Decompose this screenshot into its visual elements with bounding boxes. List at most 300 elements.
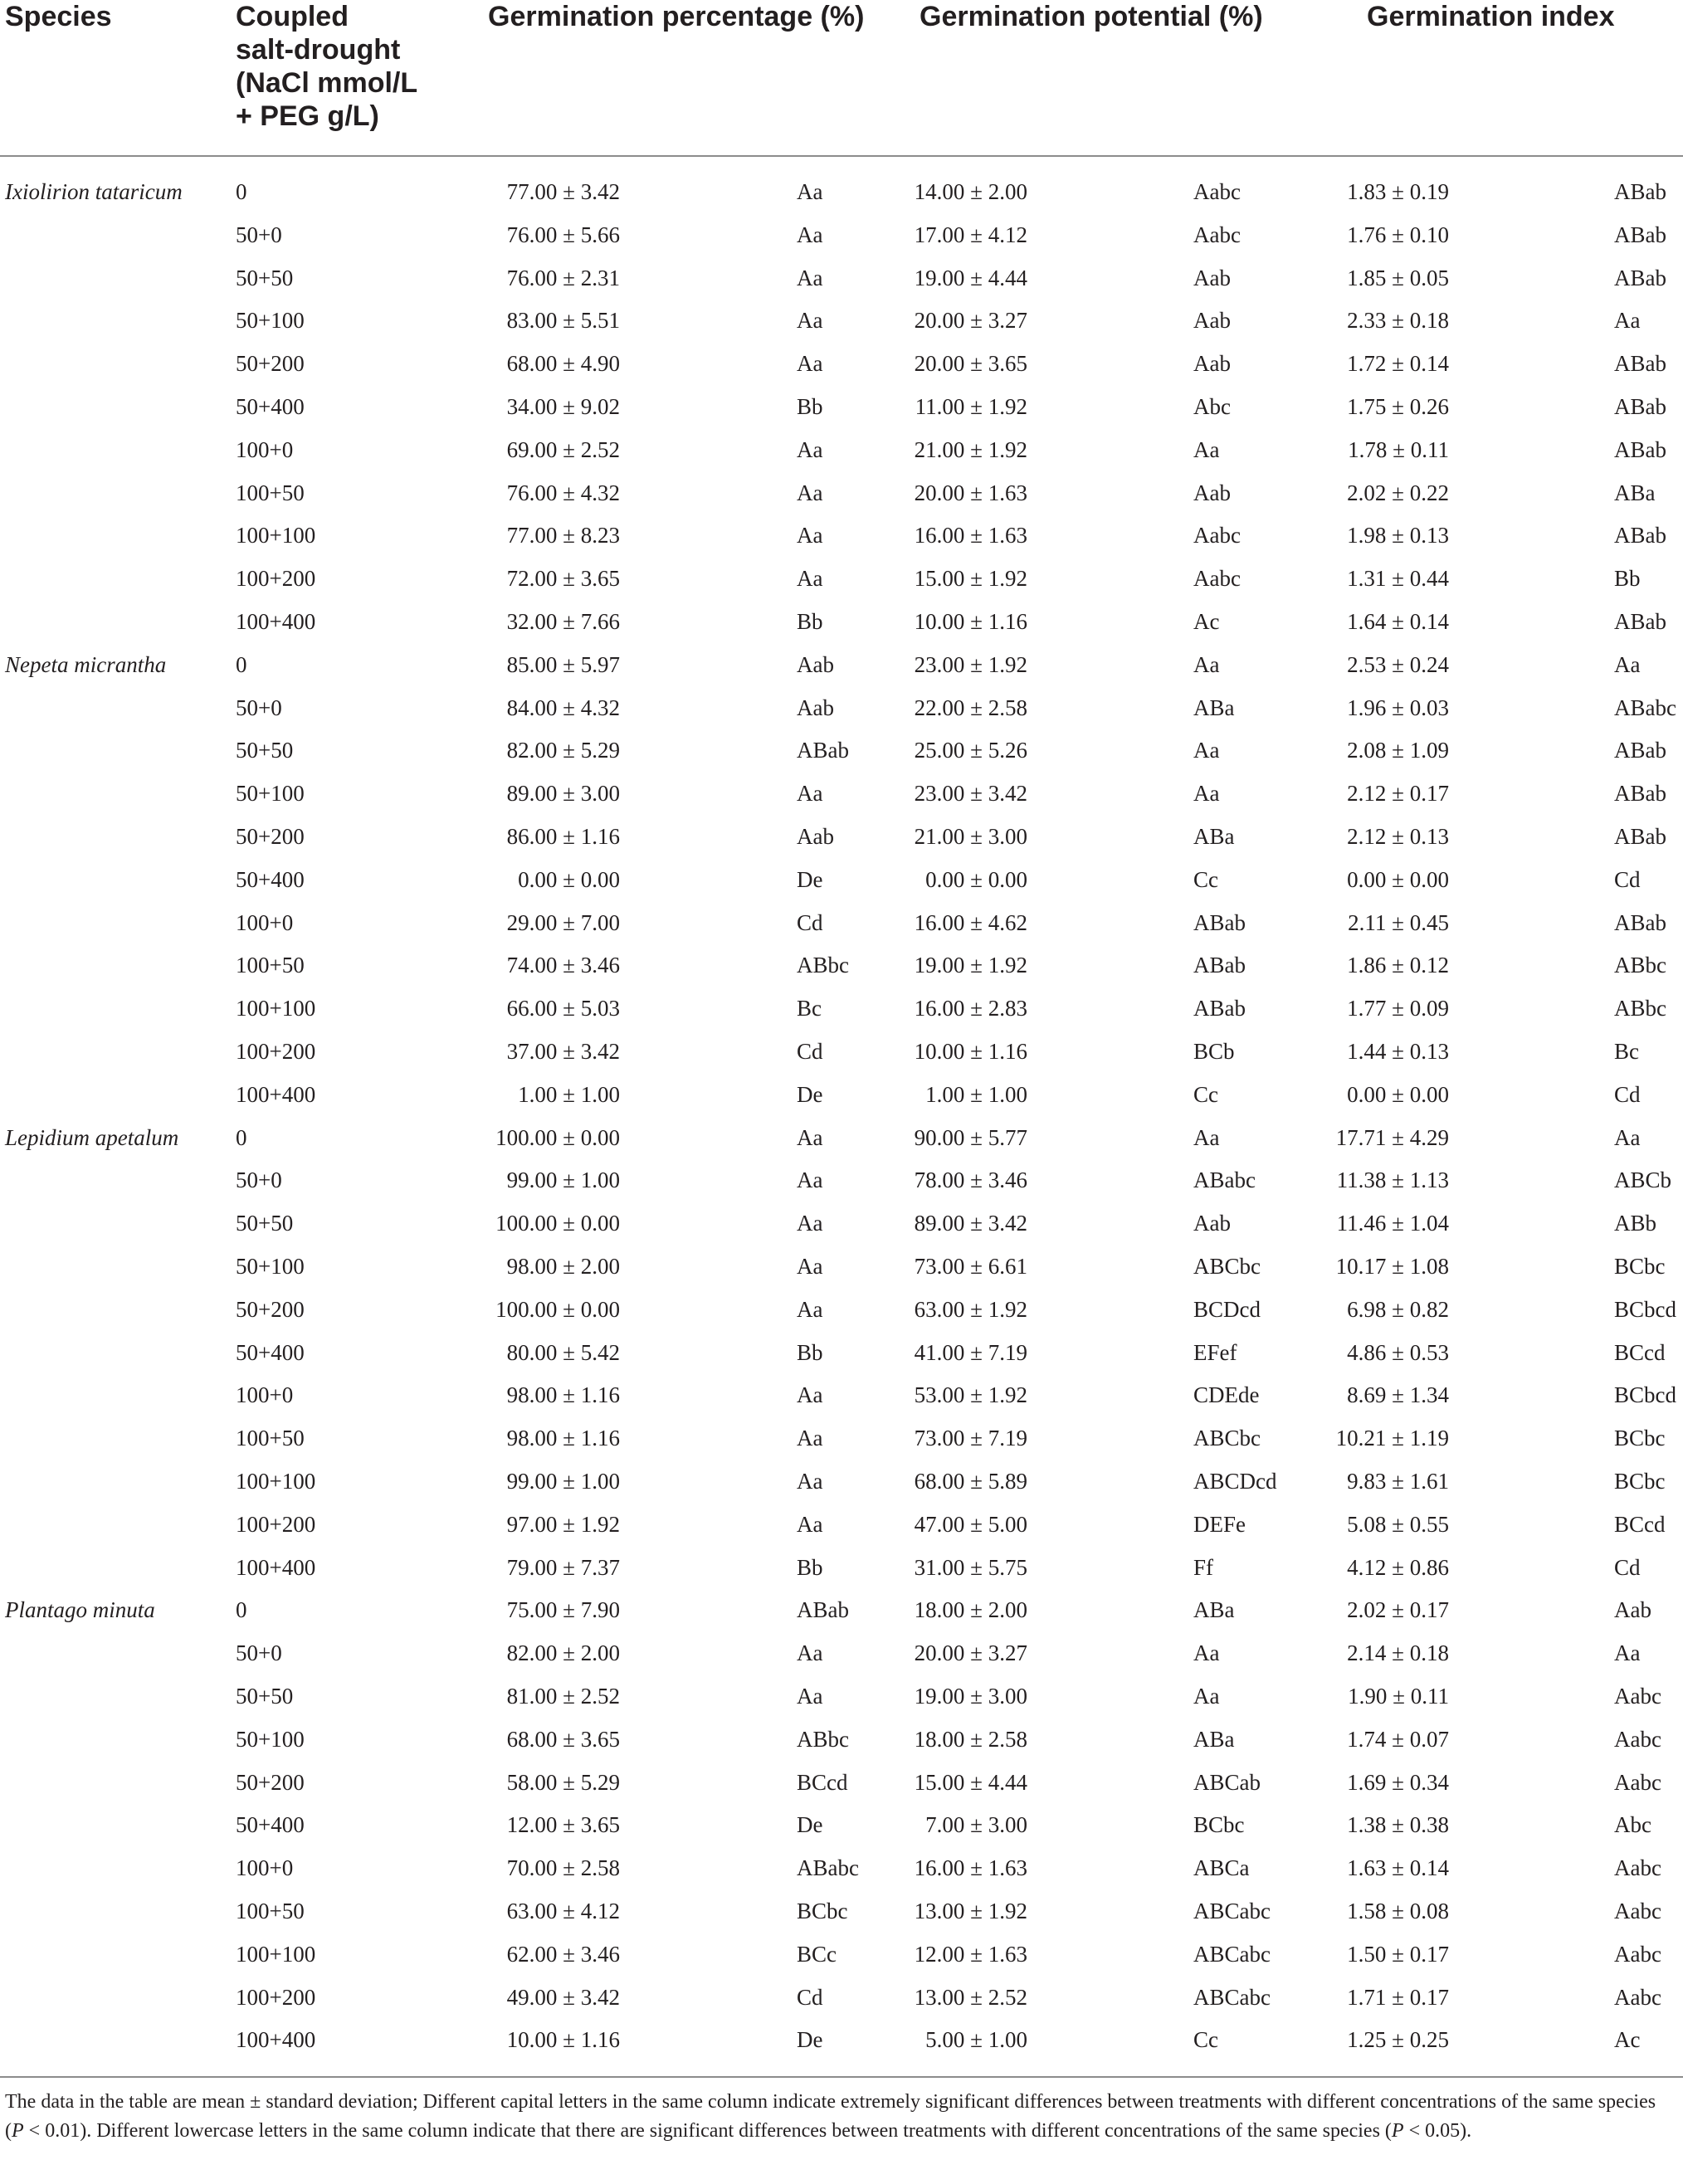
germination-percentage-cell: 77.00 ± 8.23: [506, 523, 620, 548]
footnote-p-symbol-2: P: [1391, 2120, 1404, 2142]
table-row: [0, 1288, 1683, 1331]
germination-percentage-cell: 32.00 ± 7.66: [506, 609, 620, 634]
germination-percentage-cell: 98.00 ± 1.16: [506, 1426, 620, 1451]
germination-potential-letters: Aa: [1193, 436, 1220, 462]
germination-potential-letters: Aab: [1193, 351, 1231, 377]
germination-index-cell: 1.50 ± 0.17: [1347, 1941, 1449, 1967]
germination-percentage-cell: 58.00 ± 5.29: [506, 1769, 620, 1795]
header-treatment: Coupled salt-drought (NaCl mmol/L + PEG g/L): [236, 1, 418, 132]
germination-percentage-letters: Aa: [797, 1382, 823, 1408]
germination-percentage-letters: De: [797, 1812, 823, 1838]
germination-potential-cell: 16.00 ± 1.63: [914, 523, 1027, 548]
species-cell: Lepidium apetalum: [5, 1124, 179, 1150]
germination-potential-cell: 19.00 ± 1.92: [914, 953, 1027, 978]
treatment-cell: 100+400: [236, 1554, 316, 1580]
germination-potential-cell: 25.00 ± 5.26: [914, 738, 1027, 763]
table-row: [0, 213, 1683, 256]
germination-index-cell: 0.00 ± 0.00: [1347, 866, 1449, 892]
table-row: [0, 815, 1683, 858]
germination-potential-letters: Aab: [1193, 1211, 1231, 1236]
treatment-cell: 50+100: [236, 308, 305, 334]
germination-percentage-letters: ABabc: [797, 1855, 859, 1881]
germination-potential-letters: Ff: [1193, 1554, 1214, 1580]
footnote-text-3: < 0.05).: [1403, 2120, 1472, 2142]
germination-potential-letters: BCDcd: [1193, 1296, 1261, 1322]
germination-index-letters: Aa: [1614, 1640, 1641, 1666]
germination-percentage-letters: Aa: [797, 351, 823, 377]
germination-percentage-letters: Aa: [797, 1124, 823, 1150]
germination-percentage-cell: 80.00 ± 5.42: [506, 1339, 620, 1365]
germination-percentage-cell: 49.00 ± 3.42: [506, 1984, 620, 2010]
germination-percentage-letters: Bc: [797, 996, 822, 1021]
germination-percentage-letters: ABab: [797, 738, 849, 763]
treatment-cell: 100+50: [236, 1899, 305, 1923]
germination-index-letters: BCbcd: [1614, 1382, 1677, 1408]
germination-index-letters: ABa: [1614, 480, 1656, 505]
table-row: [0, 299, 1683, 342]
table-row: [0, 1158, 1683, 1202]
germination-percentage-cell: 82.00 ± 2.00: [506, 1640, 620, 1666]
germination-percentage-letters: De: [797, 866, 823, 892]
germination-percentage-letters: Cd: [797, 909, 823, 935]
germination-index-letters: Ac: [1614, 2027, 1641, 2053]
germination-potential-letters: CDEde: [1193, 1382, 1260, 1408]
germination-potential-letters: ABCDcd: [1193, 1469, 1277, 1494]
treatment-cell: 100+100: [236, 1469, 316, 1494]
treatment-cell: 0: [236, 1597, 247, 1623]
germination-percentage-letters: De: [797, 2027, 823, 2053]
germination-potential-cell: 16.00 ± 4.62: [914, 909, 1027, 935]
germination-potential-letters: BCbc: [1193, 1812, 1245, 1838]
germination-index-letters: ABabc: [1614, 695, 1676, 720]
table-row: [0, 1889, 1683, 1933]
germination-potential-letters: ABab: [1193, 996, 1246, 1021]
germination-potential-cell: 15.00 ± 1.92: [914, 566, 1027, 592]
germination-index-letters: ABab: [1614, 265, 1666, 290]
germination-index-cell: 1.86 ± 0.12: [1347, 953, 1449, 978]
germination-percentage-letters: Aa: [797, 265, 823, 290]
germination-potential-cell: 20.00 ± 3.27: [914, 308, 1027, 334]
germination-index-letters: ABab: [1614, 436, 1666, 462]
germination-potential-cell: 13.00 ± 1.92: [914, 1899, 1027, 1923]
germination-potential-letters: BCb: [1193, 1039, 1235, 1064]
header-germination-potential: Germination potential (%): [920, 1, 1263, 32]
germination-potential-cell: 14.00 ± 2.00: [914, 179, 1027, 204]
germination-percentage-cell: 84.00 ± 4.32: [506, 695, 620, 720]
table-row: [0, 1631, 1683, 1675]
germination-percentage-letters: Aa: [797, 1168, 823, 1193]
table-row: [0, 600, 1683, 643]
germination-potential-letters: ABCbc: [1193, 1254, 1261, 1279]
germination-index-letters: BCbc: [1614, 1254, 1666, 1279]
germination-index-cell: 11.38 ± 1.13: [1336, 1168, 1449, 1193]
germination-index-cell: 17.71 ± 4.29: [1335, 1124, 1449, 1150]
treatment-cell: 100+200: [236, 1984, 316, 2010]
germination-index-letters: Aabc: [1614, 1855, 1661, 1881]
table-row: [0, 729, 1683, 772]
treatment-cell: 50+0: [236, 222, 282, 247]
germination-potential-cell: 47.00 ± 5.00: [914, 1511, 1027, 1537]
germination-potential-letters: ABCa: [1193, 1855, 1250, 1881]
species-cell: Nepeta micrantha: [5, 651, 167, 677]
germination-potential-cell: 12.00 ± 1.63: [914, 1941, 1027, 1967]
germination-index-letters: Aabc: [1614, 1726, 1661, 1752]
germination-index-letters: ABab: [1614, 523, 1666, 548]
table-row: [0, 1761, 1683, 1804]
germination-potential-cell: 11.00 ± 1.92: [915, 394, 1027, 419]
germination-potential-letters: Cc: [1193, 1081, 1218, 1107]
table-row: [0, 385, 1683, 428]
germination-percentage-letters: BCc: [797, 1941, 837, 1967]
treatment-cell: 0: [236, 1124, 247, 1150]
germination-index-letters: BCbcd: [1614, 1296, 1677, 1322]
germination-potential-letters: ABab: [1193, 909, 1246, 935]
treatment-cell: 100+100: [236, 996, 316, 1021]
germination-potential-cell: 16.00 ± 2.83: [914, 996, 1027, 1021]
germination-percentage-cell: 76.00 ± 5.66: [506, 222, 620, 247]
table-row: [0, 1546, 1683, 1589]
germination-index-cell: 2.33 ± 0.18: [1347, 308, 1449, 334]
table-row: [0, 1373, 1683, 1416]
table-row: [0, 1976, 1683, 2019]
germination-potential-letters: Abc: [1193, 394, 1231, 419]
germination-index-cell: 1.44 ± 0.13: [1347, 1039, 1449, 1064]
germination-percentage-cell: 66.00 ± 5.03: [506, 996, 620, 1021]
table-row: [0, 1503, 1683, 1546]
table-header: [0, 0, 1683, 156]
germination-potential-cell: 63.00 ± 1.92: [914, 1296, 1027, 1322]
table-row: [0, 901, 1683, 944]
table-row: [0, 1588, 1683, 1631]
germination-potential-cell: 10.00 ± 1.16: [914, 609, 1027, 634]
germination-percentage-letters: Aa: [797, 1296, 823, 1322]
germination-percentage-cell: 100.00 ± 0.00: [495, 1124, 620, 1150]
germination-potential-letters: ABCbc: [1193, 1426, 1261, 1451]
germination-percentage-cell: 79.00 ± 7.37: [506, 1554, 620, 1580]
germination-potential-letters: ABa: [1193, 695, 1235, 720]
treatment-cell: 100+200: [236, 1511, 316, 1537]
treatment-cell: 0: [236, 651, 247, 677]
germination-index-letters: Aabc: [1614, 1941, 1661, 1967]
germination-index-letters: ABab: [1614, 781, 1666, 807]
germination-potential-letters: Aabc: [1193, 179, 1241, 204]
germination-index-cell: 2.14 ± 0.18: [1347, 1640, 1449, 1666]
germination-index-cell: 1.85 ± 0.05: [1347, 265, 1449, 290]
germination-potential-letters: Aab: [1193, 480, 1231, 505]
treatment-cell: 50+50: [236, 1211, 294, 1236]
germination-percentage-letters: Aab: [797, 651, 834, 677]
germination-index-letters: Bc: [1614, 1039, 1639, 1064]
germination-percentage-letters: Aa: [797, 1511, 823, 1537]
germination-percentage-cell: 83.00 ± 5.51: [506, 308, 620, 334]
germination-potential-letters: ABCabc: [1193, 1899, 1271, 1923]
table-row: [0, 1933, 1683, 1976]
germination-index-letters: BCcd: [1614, 1511, 1666, 1537]
germination-potential-cell: 10.00 ± 1.16: [914, 1039, 1027, 1064]
germination-percentage-cell: 29.00 ± 7.00: [506, 909, 620, 935]
germination-potential-letters: Aa: [1193, 1640, 1220, 1666]
germination-index-cell: 10.17 ± 1.08: [1335, 1254, 1449, 1279]
germination-potential-cell: 73.00 ± 7.19: [914, 1426, 1027, 1451]
germination-percentage-letters: BCcd: [797, 1769, 848, 1795]
germination-index-cell: 1.74 ± 0.07: [1347, 1726, 1449, 1752]
germination-potential-letters: Aabc: [1193, 566, 1241, 592]
germination-potential-cell: 19.00 ± 3.00: [914, 1684, 1027, 1709]
germination-index-letters: BCbc: [1614, 1426, 1666, 1451]
species-cell: Ixiolirion tataricum: [5, 179, 183, 204]
germination-potential-letters: Aa: [1193, 781, 1220, 807]
germination-index-cell: 2.02 ± 0.22: [1347, 480, 1449, 505]
germination-percentage-letters: Bb: [797, 394, 823, 419]
germination-potential-letters: Cc: [1193, 2027, 1218, 2053]
germination-percentage-cell: 99.00 ± 1.00: [506, 1168, 620, 1193]
germination-percentage-cell: 82.00 ± 5.29: [506, 738, 620, 763]
table-row: [0, 1675, 1683, 1718]
treatment-cell: 50+400: [236, 1812, 305, 1838]
germination-percentage-letters: Aa: [797, 1211, 823, 1236]
germination-index-cell: 6.98 ± 0.82: [1347, 1296, 1449, 1322]
germination-index-letters: Cd: [1614, 1081, 1641, 1107]
germination-index-cell: 1.72 ± 0.14: [1347, 351, 1449, 377]
germination-index-letters: ABab: [1614, 222, 1666, 247]
germination-percentage-letters: ABbc: [797, 953, 849, 978]
treatment-cell: 100+200: [236, 566, 316, 592]
table-row: [0, 1460, 1683, 1503]
germination-percentage-letters: De: [797, 1081, 823, 1107]
germination-percentage-cell: 76.00 ± 2.31: [506, 265, 620, 290]
species-cell: Plantago minuta: [5, 1597, 155, 1623]
table-row: [0, 1202, 1683, 1245]
germination-potential-cell: 5.00 ± 1.00: [925, 2027, 1027, 2053]
table-row: [0, 643, 1683, 686]
germination-potential-letters: Aabc: [1193, 523, 1241, 548]
germination-potential-cell: 78.00 ± 3.46: [914, 1168, 1027, 1193]
treatment-cell: 100+100: [236, 1941, 316, 1967]
germination-percentage-cell: 1.00 ± 1.00: [518, 1081, 620, 1107]
germination-percentage-letters: ABbc: [797, 1726, 849, 1752]
germination-potential-cell: 15.00 ± 4.44: [914, 1769, 1027, 1795]
germination-potential-cell: 73.00 ± 6.61: [914, 1254, 1027, 1279]
germination-percentage-cell: 70.00 ± 2.58: [506, 1855, 620, 1881]
germination-percentage-cell: 86.00 ± 1.16: [506, 824, 620, 849]
table-row: [0, 1073, 1683, 1116]
table-row: [0, 256, 1683, 300]
germination-percentage-letters: Aa: [797, 308, 823, 334]
table-row: [0, 428, 1683, 471]
germination-percentage-cell: 0.00 ± 0.00: [518, 866, 620, 892]
germination-percentage-letters: Aa: [797, 179, 823, 204]
germination-potential-cell: 7.00 ± 3.00: [925, 1812, 1027, 1838]
table-footnote: [5, 2088, 1673, 2146]
table-row: [0, 686, 1683, 729]
footer-divider: [0, 2076, 1683, 2078]
germination-percentage-letters: Aa: [797, 1640, 823, 1666]
table-row: [0, 1331, 1683, 1374]
treatment-cell: 100+400: [236, 609, 316, 634]
treatment-cell: 50+0: [236, 1168, 282, 1193]
table-row: [0, 1116, 1683, 1159]
germination-potential-cell: 20.00 ± 3.65: [914, 351, 1027, 377]
germination-index-cell: 1.75 ± 0.26: [1347, 394, 1449, 419]
treatment-cell: 50+100: [236, 1726, 305, 1752]
table-row: [0, 170, 1683, 213]
germination-percentage-letters: Cd: [797, 1039, 823, 1064]
germination-index-cell: 1.78 ± 0.11: [1348, 436, 1449, 462]
germination-potential-letters: ABa: [1193, 824, 1235, 849]
germination-potential-cell: 23.00 ± 3.42: [914, 781, 1027, 807]
germination-percentage-letters: BCbc: [797, 1899, 848, 1923]
germination-index-cell: 1.64 ± 0.14: [1347, 609, 1449, 634]
treatment-cell: 50+200: [236, 1296, 305, 1322]
germination-percentage-cell: 10.00 ± 1.16: [506, 2027, 620, 2053]
germination-percentage-letters: Bb: [797, 1554, 823, 1580]
germination-index-cell: 8.69 ± 1.34: [1347, 1382, 1449, 1408]
germination-index-letters: Aa: [1614, 651, 1641, 677]
germination-index-letters: BCbc: [1614, 1469, 1666, 1494]
germination-percentage-cell: 100.00 ± 0.00: [495, 1296, 620, 1322]
treatment-cell: 100+200: [236, 1039, 316, 1064]
table-row: [0, 342, 1683, 385]
germination-percentage-cell: 85.00 ± 5.97: [506, 651, 620, 677]
germination-percentage-cell: 62.00 ± 3.46: [506, 1941, 620, 1967]
germination-percentage-cell: 98.00 ± 1.16: [506, 1382, 620, 1408]
germination-percentage-letters: Aa: [797, 566, 823, 592]
header-divider: [0, 155, 1683, 157]
germination-index-letters: Cd: [1614, 1554, 1641, 1580]
germination-potential-cell: 16.00 ± 1.63: [914, 1855, 1027, 1881]
germination-index-cell: 2.11 ± 0.45: [1348, 909, 1449, 935]
germination-potential-cell: 31.00 ± 5.75: [914, 1554, 1027, 1580]
germination-percentage-cell: 76.00 ± 4.32: [506, 480, 620, 505]
germination-percentage-cell: 68.00 ± 3.65: [506, 1726, 620, 1752]
treatment-cell: 100+0: [236, 1855, 294, 1881]
germination-index-cell: 1.58 ± 0.08: [1347, 1899, 1449, 1923]
germination-potential-letters: ABCabc: [1193, 1941, 1271, 1967]
germination-index-cell: 1.83 ± 0.19: [1347, 179, 1449, 204]
germination-percentage-cell: 37.00 ± 3.42: [506, 1039, 620, 1064]
germination-index-cell: 2.12 ± 0.13: [1347, 824, 1449, 849]
germination-percentage-letters: Aa: [797, 1426, 823, 1451]
table-row: [0, 1416, 1683, 1460]
table-row: [0, 471, 1683, 514]
treatment-cell: 100+0: [236, 1382, 294, 1408]
germination-index-letters: Aa: [1614, 308, 1641, 334]
germination-index-cell: 2.02 ± 0.17: [1347, 1597, 1449, 1623]
treatment-cell: 50+50: [236, 738, 294, 763]
germination-percentage-letters: ABab: [797, 1597, 849, 1623]
germination-potential-cell: 20.00 ± 1.63: [914, 480, 1027, 505]
germination-potential-letters: EFef: [1193, 1339, 1237, 1365]
treatment-cell: 50+200: [236, 351, 305, 377]
table-row: [0, 514, 1683, 557]
germination-potential-cell: 20.00 ± 3.27: [914, 1640, 1027, 1666]
germination-potential-letters: Aab: [1193, 308, 1231, 334]
germination-index-letters: Aabc: [1614, 1684, 1661, 1709]
treatment-cell: 50+200: [236, 824, 305, 849]
germination-potential-letters: Aa: [1193, 1684, 1220, 1709]
table-row: [0, 1803, 1683, 1846]
table-row: [0, 772, 1683, 815]
treatment-cell: 50+100: [236, 781, 305, 807]
treatment-cell: 50+200: [236, 1769, 305, 1795]
treatment-cell: 100+0: [236, 436, 294, 462]
germination-index-cell: 9.83 ± 1.61: [1347, 1469, 1449, 1494]
germination-potential-letters: Aa: [1193, 1124, 1220, 1150]
germination-percentage-letters: Aa: [797, 781, 823, 807]
germination-percentage-letters: Cd: [797, 1984, 823, 2010]
germination-index-letters: ABab: [1614, 609, 1666, 634]
treatment-cell: 100+100: [236, 523, 316, 548]
germination-index-cell: 2.53 ± 0.24: [1347, 651, 1449, 677]
germination-potential-cell: 21.00 ± 1.92: [914, 436, 1027, 462]
treatment-cell: 100+400: [236, 2027, 316, 2053]
germination-index-cell: 2.08 ± 1.09: [1347, 738, 1449, 763]
germination-potential-letters: Aa: [1193, 738, 1220, 763]
germination-potential-letters: Aab: [1193, 265, 1231, 290]
germination-index-letters: ABbc: [1614, 953, 1666, 978]
germination-potential-letters: Aa: [1193, 651, 1220, 677]
germination-percentage-letters: Bb: [797, 1339, 823, 1365]
germination-index-cell: 1.77 ± 0.09: [1347, 996, 1449, 1021]
germination-index-cell: 1.38 ± 0.38: [1347, 1812, 1449, 1838]
table-row: [0, 1245, 1683, 1288]
germination-potential-letters: ABCab: [1193, 1769, 1261, 1795]
treatment-cell: 50+0: [236, 695, 282, 720]
germination-potential-cell: 41.00 ± 7.19: [914, 1339, 1027, 1365]
germination-potential-cell: 18.00 ± 2.00: [914, 1597, 1027, 1623]
germination-index-cell: 4.12 ± 0.86: [1347, 1554, 1449, 1580]
footnote-p-symbol-1: P: [12, 2120, 24, 2142]
treatment-cell: 50+50: [236, 265, 294, 290]
germination-potential-cell: 0.00 ± 0.00: [925, 866, 1027, 892]
germination-index-cell: 1.63 ± 0.14: [1347, 1855, 1449, 1881]
germination-potential-letters: Ac: [1193, 609, 1220, 634]
germination-percentage-cell: 72.00 ± 3.65: [506, 566, 620, 592]
germination-index-cell: 0.00 ± 0.00: [1347, 1081, 1449, 1107]
germination-potential-letters: Cc: [1193, 866, 1218, 892]
treatment-cell: 0: [236, 179, 247, 204]
header-germination-index: Germination index: [1367, 1, 1615, 32]
germination-index-letters: Aabc: [1614, 1984, 1661, 2010]
treatment-cell: 50+0: [236, 1640, 282, 1666]
table-row: [0, 557, 1683, 600]
germination-potential-cell: 13.00 ± 2.52: [914, 1984, 1027, 2010]
treatment-cell: 100+400: [236, 1081, 316, 1107]
germination-percentage-cell: 81.00 ± 2.52: [506, 1684, 620, 1709]
germination-potential-letters: DEFe: [1193, 1511, 1246, 1537]
table-row: [0, 987, 1683, 1030]
germination-potential-letters: ABa: [1193, 1726, 1235, 1752]
germination-potential-cell: 1.00 ± 1.00: [925, 1081, 1027, 1107]
germination-percentage-cell: 77.00 ± 3.42: [506, 179, 620, 204]
germination-index-cell: 2.12 ± 0.17: [1347, 781, 1449, 807]
germination-potential-cell: 90.00 ± 5.77: [914, 1124, 1027, 1150]
table-row: [0, 943, 1683, 987]
germination-potential-letters: Aabc: [1193, 222, 1241, 247]
germination-potential-letters: ABa: [1193, 1597, 1235, 1623]
germination-index-cell: 1.71 ± 0.17: [1347, 1984, 1449, 2010]
germination-percentage-letters: Aa: [797, 1254, 823, 1279]
germination-index-letters: ABab: [1614, 394, 1666, 419]
germination-index-letters: ABCb: [1614, 1168, 1672, 1193]
germination-potential-letters: ABab: [1193, 953, 1246, 978]
germination-potential-cell: 21.00 ± 3.00: [914, 824, 1027, 849]
germination-index-cell: 5.08 ± 0.55: [1347, 1511, 1449, 1537]
germination-percentage-letters: Aa: [797, 480, 823, 505]
germination-percentage-cell: 12.00 ± 3.65: [506, 1812, 620, 1838]
germination-potential-cell: 19.00 ± 4.44: [914, 265, 1027, 290]
germination-percentage-cell: 89.00 ± 3.00: [506, 781, 620, 807]
